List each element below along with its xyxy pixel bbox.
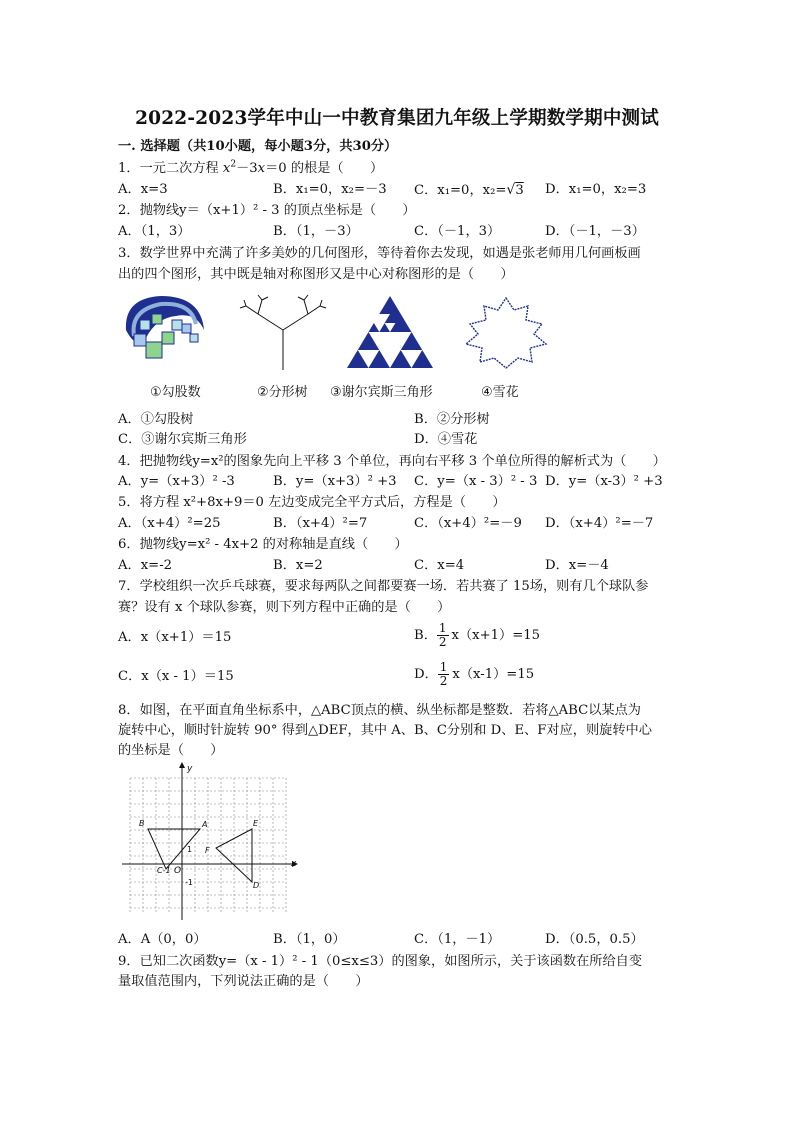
q2-option-a: A．（1，3） [118,224,191,239]
q7-option-c: C．x（x - 1）＝15 [118,669,234,684]
fig1-caption: ①勾股数 [150,385,201,400]
fig4-caption: ④雪花 [481,385,519,400]
q2-option-c: C．（－1，3） [414,224,501,239]
q6-option-a: A．x=-2 [118,558,173,573]
q3-stem-line2: 出的四个图形，其中既是轴对称图形又是中心对称图形的是（ ） [118,267,514,282]
q8-stem-line1: 8．如图，在平面直角坐标系中，△ABC顶点的横、纵坐标都是整数．若将△ABC以某点为 [118,703,641,718]
fig3-caption: ③谢尔宾斯三角形 [330,385,433,400]
point-f-label: F [205,846,210,855]
q7-stem-line1: 7．学校组织一次乒乓球赛，要求每两队之间都要赛一场．若共赛了 15场，则有几个球队参 [118,579,649,594]
q8-stem-line3: 的坐标是（ ） [118,743,224,758]
q1-option-c: C．x₁=0，x₂=√3 [414,182,524,198]
q4-option-a: A．y=（x+3）² -3 [118,474,235,489]
q3-stem-line1: 3．数学世界中充满了许多美妙的几何图形，等待着你去发现，如遇是张老师用几何画板画 [118,246,641,261]
q9-stem-line2: 量取值范围内，下列说法正确的是（ ） [118,974,369,989]
q2-option-b: B．（1，－3） [273,224,359,239]
q8-option-c: C．（1，－1） [414,932,501,947]
q7-stem-line2: 赛？设有 x 个球队参赛，则下列方程中正确的是（ ） [118,600,451,615]
q7-option-d: D． $\frac{1}{2}$ x（x-1）=15 [414,660,535,688]
q5-option-a: A．（x+4）²=25 [118,516,221,531]
x-axis-label: x [291,859,297,869]
q4-stem: 4．把抛物线y=x²的图象先向上平移 3 个单位，再向右平移 3 个单位所得的解析式为（ ） [118,454,666,469]
tick-neg-one-label: -1 [185,878,193,887]
q9-stem-line1: 9．已知二次函数y=（x - 1）² - 1（0≤x≤3）的图象，如图所示，关于该函数在所给自变 [118,954,643,969]
q4-option-c: C．y=（x - 3）² - 3 [414,474,538,489]
point-a-label: A [202,820,208,829]
point-e-label: E [253,819,259,828]
q1-option-b: B．x₁=0，x₂=－3 [273,182,387,197]
q3-option-d: D．④雪花 [414,432,478,447]
q3-option-b: B．②分形树 [414,412,490,427]
q6-stem: 6．抛物线y=x² - 4x+2 的对称轴是直线（ ） [118,537,408,552]
q8-option-b: B．（1，0） [273,932,346,947]
sierpinski-triangle-figure [345,294,435,370]
q8-option-a: A．A（0，0） [118,932,207,947]
snowflake-figure [460,294,552,370]
q8-option-d: D．（0.5，0.5） [545,932,644,947]
q3-option-c: C．③谢尔宾斯三角形 [118,432,247,447]
section-heading: 一. 选择题（共10小题，每小题3分，共30分） [118,139,398,154]
point-b-label: B [139,819,145,828]
origin-label: O [174,866,182,876]
q1-option-d: D．x₁=0，x₂=3 [545,182,647,197]
q4-option-d: D．y=（x-3）² +3 [545,474,663,489]
q2-option-d: D．（－1，－3） [545,224,645,239]
y-axis-label: y [187,764,193,774]
page-title: 2022-2023学年中山一中教育集团九年级上学期数学期中测试 [135,108,659,129]
point-d-label: D [253,881,260,890]
coordinate-grid-figure [120,760,300,922]
q1-option-a: A．x=3 [118,182,168,197]
q5-option-b: B．（x+4）²=7 [273,516,368,531]
q6-option-b: B．x=2 [273,558,323,573]
point-c-label: C-1 [157,866,171,875]
q8-stem-line2: 旋转中心，顺时针旋转 90° 得到△DEF，其中 A、B、C分别和 D、E、F对应，则旋转中心 [118,723,652,738]
q5-option-c: C．（x+4）²=－9 [414,516,522,531]
q3-option-a: A．①勾股树 [118,412,194,427]
fig2-caption: ②分形树 [257,385,308,400]
q1-stem: 1．一元二次方程 $x^2-3x=0$ 的根是（ ） [118,159,384,176]
q2-stem: 2．抛物线y＝（x+1）² - 3 的顶点坐标是（ ） [118,203,416,218]
q5-stem: 5．将方程 x²+8x+9＝0 左边变成完全平方式后，方程是（ ） [118,495,506,510]
q6-option-c: C．x=4 [414,558,465,573]
pythagoras-tree-figure [116,290,210,370]
fractal-tree-figure [236,290,330,372]
q7-option-b: B． $\frac{1}{2}$ x（x+1）=15 [414,621,541,649]
q7-option-a: A．x（x+1）＝15 [118,630,232,645]
q4-option-b: B．y=（x+3）² +3 [273,474,397,489]
tick-one-label: 1 [187,845,193,854]
q6-option-d: D．x=－4 [545,558,609,573]
q5-option-d: D．（x+4）²=－7 [545,516,654,531]
